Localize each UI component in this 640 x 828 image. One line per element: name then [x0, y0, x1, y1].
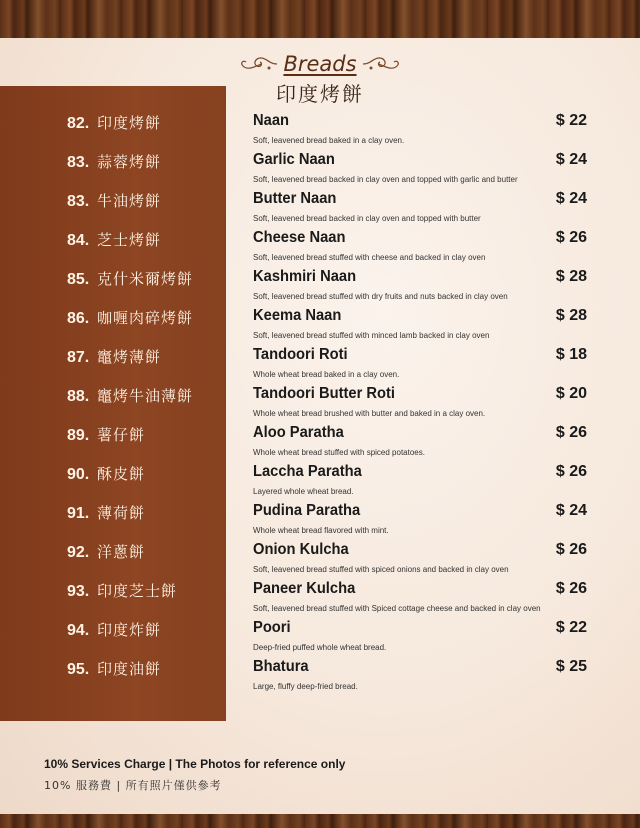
- item-number: 91.: [67, 505, 90, 522]
- item-price: $ 26: [555, 580, 587, 597]
- item-number: 95.: [67, 661, 90, 678]
- menu-item: [0, 659, 640, 698]
- item-name: Aloo Paratha: [253, 424, 344, 441]
- menu-item: [0, 425, 640, 464]
- item-description: Soft, leavened bread backed in clay oven and topped with garlic and butter: [253, 175, 518, 184]
- item-price: $ 26: [555, 229, 587, 246]
- item-name: Poori: [253, 619, 291, 636]
- menu-item: [0, 386, 640, 425]
- item-number: 93.: [67, 583, 90, 600]
- title-row: [0, 52, 640, 76]
- menu-item: [0, 152, 640, 191]
- item-number: 92.: [67, 544, 90, 561]
- menu-item: [0, 620, 640, 659]
- item-name: Butter Naan: [253, 190, 337, 207]
- item-chinese-name: 印度油餅: [97, 660, 162, 678]
- item-description: Layered whole wheat bread.: [253, 487, 354, 496]
- wood-bottom-border: [0, 814, 640, 828]
- item-description: Whole wheat bread stuffed with spiced potatoes.: [253, 448, 425, 457]
- left-swirl-ornament: [239, 54, 279, 74]
- menu-item: [0, 464, 640, 503]
- item-name: Laccha Paratha: [253, 463, 362, 480]
- item-description: Deep-fried puffed whole wheat bread.: [253, 643, 387, 652]
- menu-item: [0, 542, 640, 581]
- item-name: Tandoori Roti: [253, 346, 348, 363]
- item-price: $ 18: [555, 346, 587, 363]
- item-name: Garlic Naan: [253, 151, 335, 168]
- menu-item: [0, 308, 640, 347]
- item-name: Onion Kulcha: [253, 541, 349, 558]
- item-number: 85.: [67, 271, 90, 288]
- section-title-chinese: 印度烤餅: [276, 82, 364, 106]
- item-description: Soft, leavened bread stuffed with dry fruits and nuts backed in clay oven: [253, 292, 508, 301]
- item-number: 94.: [67, 622, 90, 639]
- right-swirl-ornament: [361, 54, 401, 74]
- item-price: $ 26: [555, 424, 587, 441]
- item-name: Paneer Kulcha: [253, 580, 356, 597]
- service-charge-note-chinese: 10% 服務費 | 所有照片僅供參考: [44, 779, 222, 792]
- item-description: Soft, leavened bread stuffed with minced lamb backed in clay oven: [253, 331, 490, 340]
- item-name: Kashmiri Naan: [253, 268, 357, 285]
- item-description: Whole wheat bread baked in a clay oven.: [253, 370, 400, 379]
- item-number: 83.: [67, 193, 90, 210]
- item-chinese-name: 牛油烤餅: [97, 192, 162, 210]
- menu-item: [0, 230, 640, 269]
- item-chinese-name: 洋蔥餅: [97, 543, 146, 561]
- item-price: $ 20: [555, 385, 587, 402]
- item-number: 88.: [67, 388, 90, 405]
- item-number: 84.: [67, 232, 90, 249]
- item-chinese-name: 薯仔餅: [97, 426, 146, 444]
- section-title: Breads: [283, 52, 357, 76]
- item-chinese-name: 芝士烤餅: [97, 231, 162, 249]
- item-name: Keema Naan: [253, 307, 342, 324]
- item-description: Soft, leavened bread backed in clay oven and topped with butter: [253, 214, 481, 223]
- item-chinese-name: 薄荷餅: [97, 504, 146, 522]
- menu-item: [0, 581, 640, 620]
- item-price: $ 22: [555, 619, 587, 636]
- item-chinese-name: 酥皮餅: [97, 465, 146, 483]
- item-description: Whole wheat bread flavored with mint.: [253, 526, 389, 535]
- item-price: $ 28: [555, 268, 587, 285]
- item-number: 90.: [67, 466, 90, 483]
- item-name: Naan: [253, 112, 289, 129]
- item-chinese-name: 印度芝士餅: [97, 582, 178, 600]
- item-name: Tandoori Butter Roti: [253, 385, 396, 402]
- menu-item: [0, 113, 640, 152]
- item-chinese-name: 蒜蓉烤餅: [97, 153, 162, 171]
- item-description: Soft, leavened bread stuffed with Spiced cottage cheese and backed in clay oven: [253, 604, 541, 613]
- item-number: 89.: [67, 427, 90, 444]
- service-charge-note: 10% Services Charge | The Photos for reference only: [44, 757, 346, 771]
- item-chinese-name: 竈烤牛油薄餅: [97, 387, 194, 405]
- item-chinese-name: 克什米爾烤餅: [97, 270, 194, 288]
- item-price: $ 24: [555, 190, 587, 207]
- item-price: $ 28: [555, 307, 587, 324]
- item-chinese-name: 竈烤薄餅: [97, 348, 162, 366]
- item-description: Soft, leavened bread stuffed with cheese and backed in clay oven: [253, 253, 486, 262]
- item-name: Pudina Paratha: [253, 502, 361, 519]
- item-chinese-name: 印度炸餅: [97, 621, 162, 639]
- item-price: $ 26: [555, 541, 587, 558]
- item-chinese-name: 咖喱肉碎烤餅: [97, 309, 194, 327]
- item-price: $ 24: [555, 502, 587, 519]
- item-price: $ 25: [555, 658, 587, 675]
- item-price: $ 22: [555, 112, 587, 129]
- item-description: Soft, leavened bread baked in a clay oven.: [253, 136, 405, 145]
- item-number: 86.: [67, 310, 90, 327]
- item-price: $ 26: [555, 463, 587, 480]
- item-number: 87.: [67, 349, 90, 366]
- menu-item: [0, 347, 640, 386]
- item-name: Cheese Naan: [253, 229, 346, 246]
- item-description: Soft, leavened bread stuffed with spiced onions and backed in clay oven: [253, 565, 509, 574]
- item-chinese-name: 印度烤餅: [97, 114, 162, 132]
- item-price: $ 24: [555, 151, 587, 168]
- menu-item: [0, 269, 640, 308]
- item-number: 82.: [67, 115, 90, 132]
- item-description: Large, fluffy deep-fried bread.: [253, 682, 358, 691]
- item-description: Whole wheat bread brushed with butter and baked in a clay oven.: [253, 409, 486, 418]
- item-name: Bhatura: [253, 658, 309, 675]
- menu-item: [0, 503, 640, 542]
- wood-top-border: [0, 0, 640, 38]
- item-number: 83.: [67, 154, 90, 171]
- menu-footer: [44, 757, 345, 793]
- menu-item: [0, 191, 640, 230]
